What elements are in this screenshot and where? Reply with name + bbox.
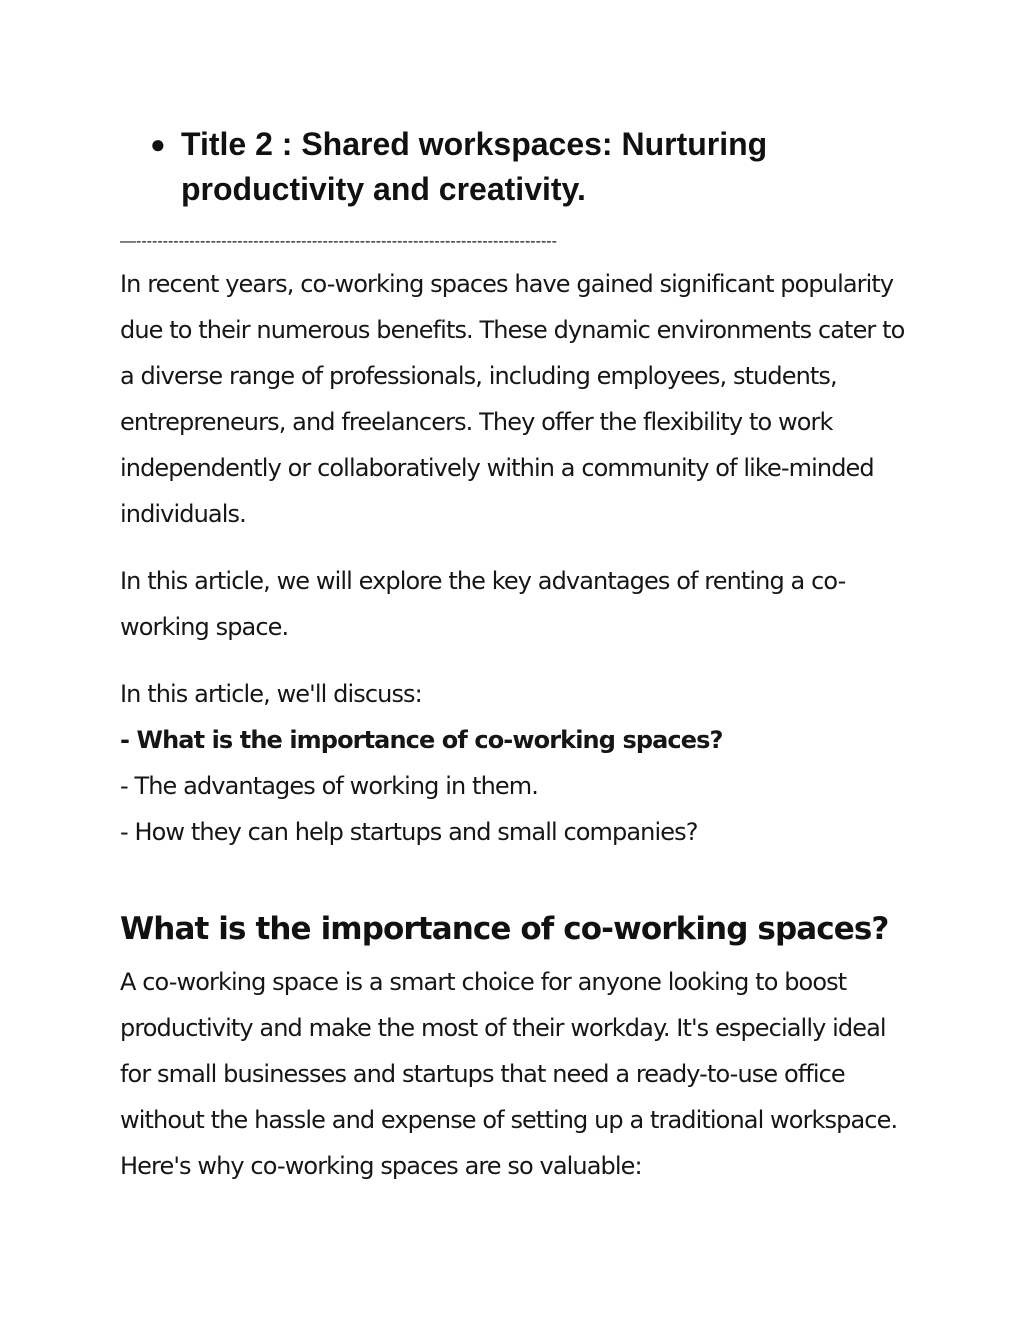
discussion-item: - How they can help startups and small companies? — [120, 818, 698, 846]
discussion-list — [120, 671, 910, 855]
divider-line: —------------------------------------------------------------------------------- — [120, 233, 557, 250]
discussion-lead: In this article, we'll discuss: — [120, 680, 422, 708]
discussion-item: - What is the importance of co-working spaces? — [120, 726, 723, 754]
document-title — [150, 122, 910, 212]
section-paragraph — [120, 959, 910, 1189]
explore-text: In this article, we will explore the key advantages of renting a co-working space. — [120, 567, 846, 641]
title-text: Title 2 : Shared workspaces: Nurturing productivity and creativity. — [181, 126, 768, 207]
section-heading: What is the importance of co-working spaces? — [120, 911, 889, 947]
intro-paragraph — [120, 261, 910, 537]
section-text: A co-working space is a smart choice for anyone looking to boost productivity and make the most of their workday. It's especially ideal for small businesses and startups that need a ready-to-use office without the hassle and expense of setting up a traditional workspace. Here's why co-working spaces are so valuable: — [120, 968, 898, 1180]
bullet-icon: ● — [150, 129, 166, 159]
discussion-item: - The advantages of working in them. — [120, 772, 538, 800]
intro-text: In recent years, co-working spaces have gained significant popularity due to their numerous benefits. These dynamic environments cater to a diverse range of professionals, including employees, students, entrepreneurs, and freelancers. They offer the flexibility to work independently or collaboratively within a community of like-minded individuals. — [120, 270, 905, 528]
explore-paragraph — [120, 558, 910, 650]
